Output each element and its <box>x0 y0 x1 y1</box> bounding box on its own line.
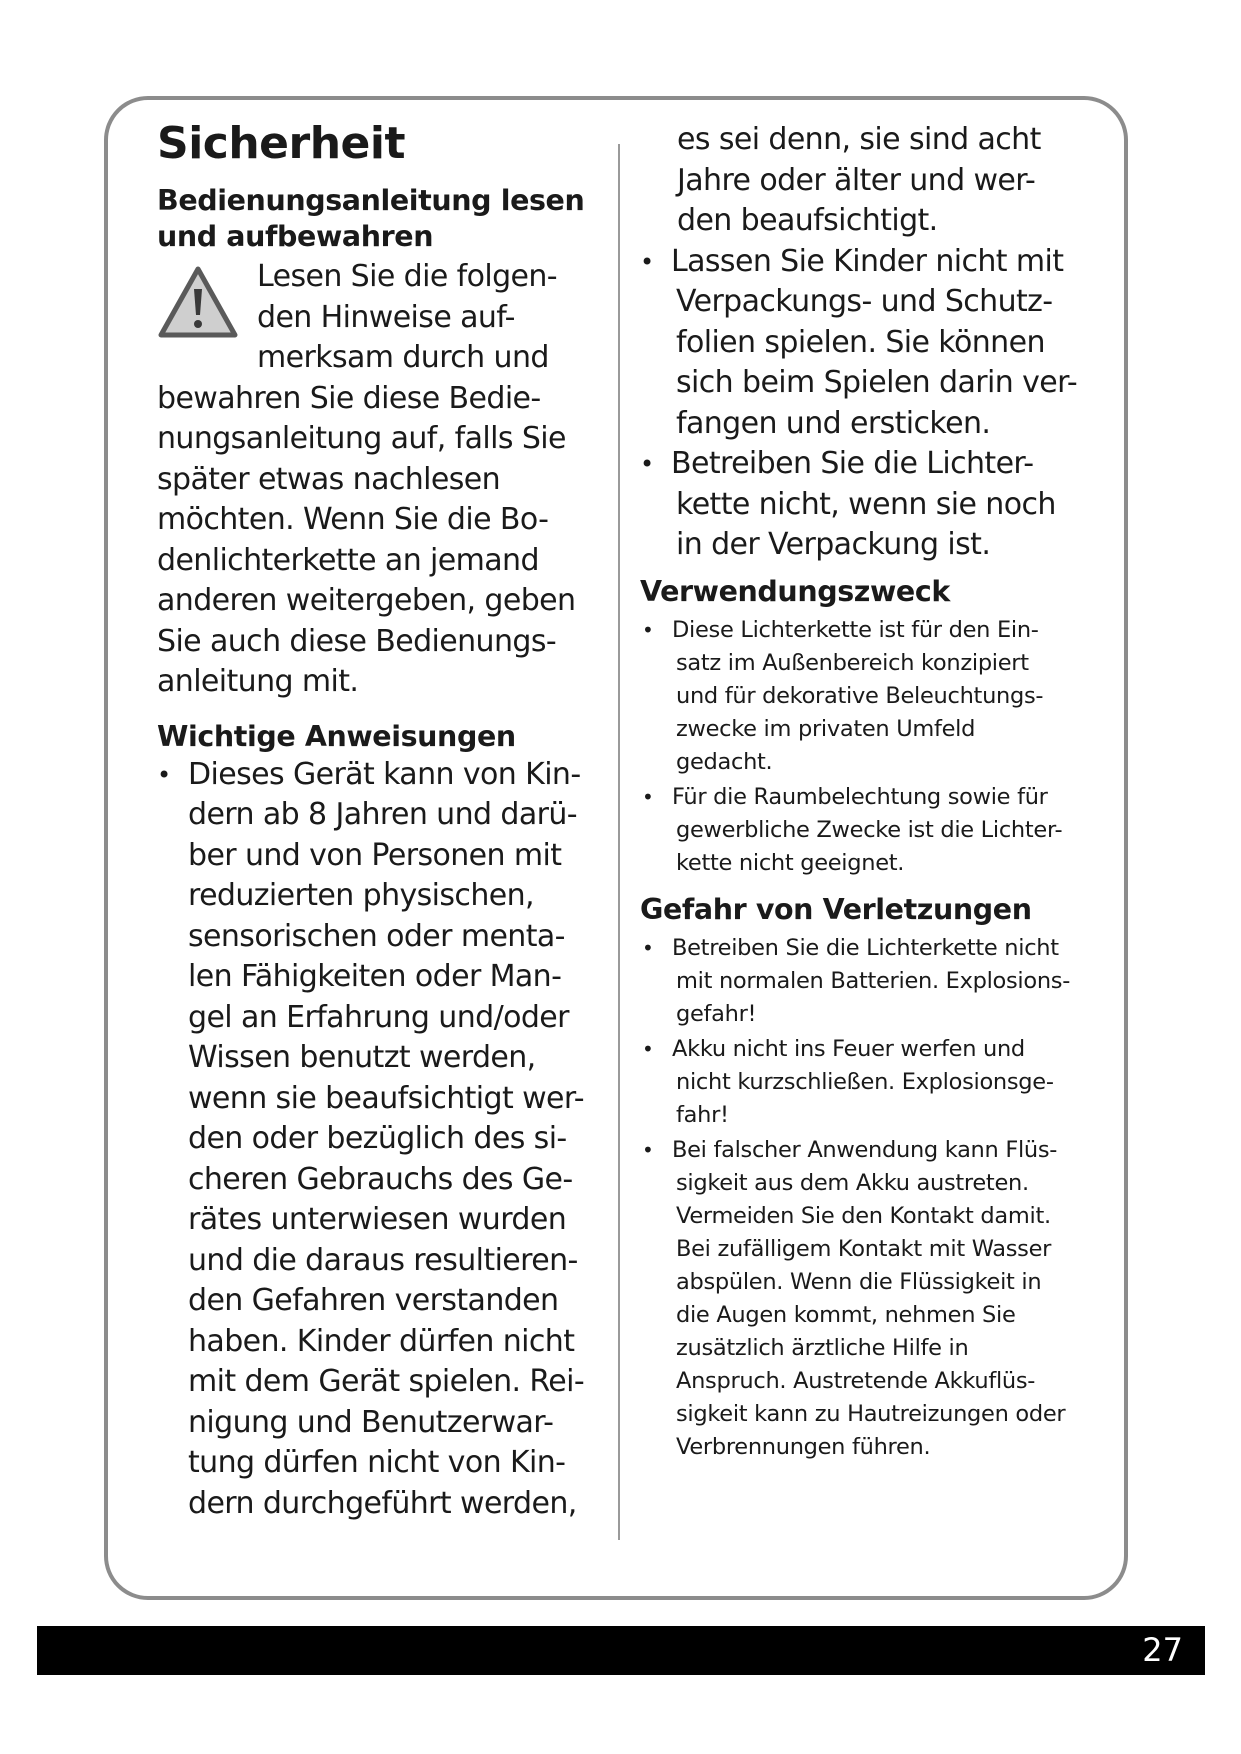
body-line: denlichterkette an jemand <box>157 542 539 578</box>
page-title: Sicherheit <box>157 118 405 169</box>
body-line: möchten. Wenn Sie die Bo- <box>157 502 549 537</box>
list-item: • Dieses Gerät kann von Kin- dern ab 8 Jahren und darü- ber und von Personen mit reduzierten physischen, sensorischen oder menta- len Fähigkeiten oder Man- gel an Erfahrung und/oder Wissen benutzt werden, wenn sie beaufsichtigt wer- den oder bezüglich des si- cheren Gebrauchs des Ge- rätes unterwiesen wurden und die daraus resultieren- den Gefahren verstanden haben. Kinder dürfen nicht mit dem Gerät spielen. Rei- nigung und Benutzerwar- tung dürfen nicht von Kin- dern durchgeführt werden, <box>157 755 597 1525</box>
right-column <box>640 120 1090 1466</box>
body-line: bewahren Sie diese Bedie- <box>157 380 541 416</box>
warning-triangle-icon <box>157 265 239 345</box>
body-line: anderen weitergeben, geben <box>157 583 576 618</box>
continued-list-item: es sei denn, sie sind acht Jahre oder älter und wer- den beaufsichtigt. <box>677 122 1041 238</box>
page-number: 27 <box>1142 1631 1183 1669</box>
body-line: Sie auch diese Bedienungs- <box>157 623 557 659</box>
list-item: • Lassen Sie Kinder nicht mit Verpackungs- und Schutz- folien spielen. Sie können sich beim Spielen darin ver- fangen und ersticken. <box>640 242 1090 445</box>
body-line: nungsanleitung auf, falls Sie <box>157 421 566 456</box>
body-line: später etwas nachlesen <box>157 461 501 497</box>
left-column <box>157 118 597 1524</box>
list-item: • Bei falscher Anwendung kann Flüs- sigkeit aus dem Akku austreten. Vermeiden Sie den Kontakt damit. Bei zufälligem Kontakt mit Wasser abspülen. Wenn die Flüssigkeit in die Augen kommt, nehmen Sie zusätzlich ärztliche Hilfe in Anspruch. Austretende Akkuflüs- sigkeit kann zu Hautreizungen oder Verbrennungen führen. <box>640 1134 1090 1464</box>
section-heading-intended-use: Verwendungszweck <box>640 574 950 608</box>
list-item: • Für die Raumbelechtung sowie für gewerbliche Zwecke ist die Lichter- kette nicht geeignet. <box>640 781 1090 880</box>
heading-line-1: Bedienungsanleitung lesen <box>157 184 585 217</box>
heading-line-2: und aufbewahren <box>157 220 434 253</box>
section-heading-important-instructions: Wichtige Anweisungen <box>157 719 516 753</box>
list-item: • Betreiben Sie die Lichterkette nicht mit normalen Batterien. Explosions- gefahr! <box>640 932 1090 1031</box>
list-item: • Betreiben Sie die Lichter- kette nicht, wenn sie noch in der Verpackung ist. <box>640 444 1090 566</box>
footer-bar <box>37 1626 1205 1675</box>
column-divider <box>618 144 620 1540</box>
body-line: anleitung mit. <box>157 664 359 699</box>
intro-paragraph <box>157 257 597 703</box>
intro-line: Lesen Sie die folgen- <box>257 259 558 294</box>
section-heading-read-and-keep <box>157 183 597 255</box>
list-item: • Diese Lichterkette ist für den Ein- satz im Außenbereich konzipiert und für dekorative Beleuchtungs- zwecke im privaten Umfeld gedacht. <box>640 614 1090 779</box>
important-instructions-list <box>157 755 597 1525</box>
list-item: • Akku nicht ins Feuer werfen und nicht kurzschließen. Explosionsge- fahr! <box>640 1033 1090 1132</box>
intro-line: merksam durch und <box>257 340 549 375</box>
important-instructions-list-continued <box>640 242 1090 566</box>
intro-line: den Hinweise auf- <box>257 299 515 335</box>
intended-use-list <box>640 614 1090 880</box>
risk-of-injury-list <box>640 932 1090 1464</box>
section-heading-risk-of-injury: Gefahr von Verletzungen <box>640 892 1032 926</box>
